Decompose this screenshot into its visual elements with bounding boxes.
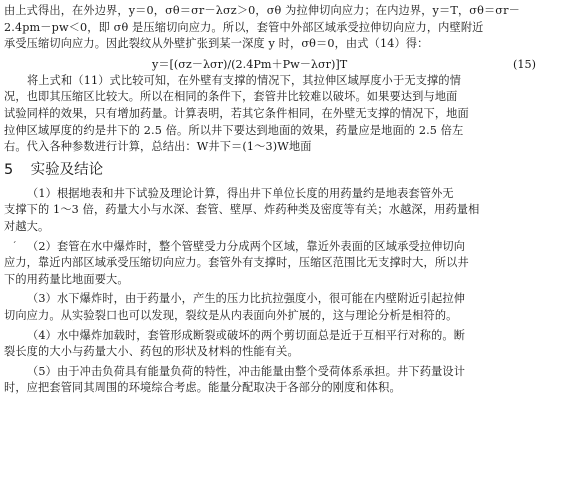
intro-paragraph bbox=[4, 3, 564, 53]
conclusion-item-3 bbox=[4, 291, 564, 324]
text-line: 切向应力。从实验裂口也可以发现，裂纹是从内表面向外扩展的，这与理论分析是相符的。 bbox=[4, 308, 458, 322]
text-line: 应力，靠近内部区域承受压缩切向应力。套管外有支撑时，压缩区范围比无支撑时大，所以井 bbox=[4, 256, 469, 270]
text-line: 由上式得出，在外边界，y＝0，σθ＝σr－λσz＞0，σθ 为拉伸切向应力；在内边界，y＝T，σθ＝σr－ bbox=[4, 4, 520, 17]
stray-mark: ˊ bbox=[12, 241, 17, 252]
text-line: 右。代入各种参数进行计算，总结出：W井下＝(1～3)W地面 bbox=[4, 140, 312, 154]
text-span: （2）套管在水中爆炸时，整个管壁受力分成两个区域，靠近外表面的区域承受拉伸切向 bbox=[27, 239, 466, 253]
text-line: （4）水中爆炸加载时，套管形成断裂或破坏的两个剪切面总是近于互相平行对称的。断 bbox=[27, 328, 466, 342]
equation-text: y＝[(σz－λσr)/(2.4Pm＋Pw－λσr)]T bbox=[152, 57, 348, 71]
conclusion-item-4 bbox=[4, 328, 564, 361]
text-line: （3）水下爆炸时，由于药量小，产生的压力比抗拉强度小，很可能在内壁附近引起拉伸 bbox=[27, 292, 466, 306]
text-line: 将上式和（11）式比较可知，在外壁有支撑的情况下，其拉伸区域厚度小于无支撑的情 bbox=[27, 73, 462, 87]
equation-number: (15) bbox=[513, 57, 536, 71]
text-line: 下的用药量比地面要大。 bbox=[4, 272, 129, 286]
text-line: （1）根据地表和井下试验及理论计算，得出井下单位长度的用药量约是地表套管外无 bbox=[27, 186, 454, 200]
section-number: 5 bbox=[4, 161, 14, 178]
conclusion-item-5 bbox=[4, 364, 564, 397]
text-line: 况，也即其压缩区比较大。所以在相同的条件下，套管井比较难以破坏。如果要达到与地面 bbox=[4, 90, 458, 104]
equation-15 bbox=[4, 56, 564, 73]
text-line: 2.4pm－pw＜0，即 σθ 是压缩切向应力。所以，套管中外部区域承受拉伸切向应力，内壁附近 bbox=[4, 20, 484, 34]
text-line: 时，应把套管同其周围的环境综合考虑。能量分配取决于各部分的刚度和体积。 bbox=[4, 381, 401, 395]
conclusion-item-1 bbox=[4, 186, 564, 236]
text-line: （5）由于冲击负荷具有能量负荷的特性，冲击能量由整个受荷体系承担。井下药量设计 bbox=[27, 364, 466, 378]
text-line: 拉伸区域厚度的约是井下的 2.5 倍。所以井下要达到地面的效果，药量应是地面的 2.5 倍左 bbox=[4, 123, 464, 137]
text-line: 承受压缩切向应力。因此裂纹从外壁扩张到某一深度 y 时，σθ＝0，由式（14）得： bbox=[4, 37, 429, 51]
section-heading bbox=[4, 159, 564, 181]
section-title: 实验及结论 bbox=[30, 161, 104, 178]
text-line bbox=[4, 239, 564, 256]
text-line: 试验同样的效果，只有增加药量。计算表明，若其它条件相同，在外壁无支撑的情况下，地面 bbox=[4, 106, 469, 120]
text-line: 裂长度的大小与药量大小、药包的形状及材料的性能有关。 bbox=[4, 345, 299, 359]
text-line: 支撑下的 1～3 倍，药量大小与水深、套管、壁厚、炸药种类及密度等有关；水越深，用药量相 bbox=[4, 203, 480, 217]
text-line: 对越大。 bbox=[4, 219, 50, 233]
conclusion-item-2 bbox=[4, 239, 564, 289]
comparison-paragraph bbox=[4, 73, 564, 156]
